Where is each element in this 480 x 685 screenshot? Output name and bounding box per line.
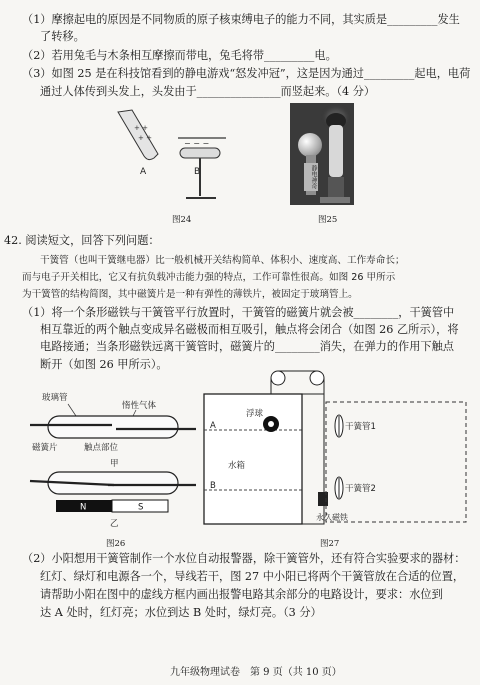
reed-switch-1 bbox=[335, 415, 343, 437]
svg-text:+ +: + + bbox=[138, 134, 152, 142]
static-sphere bbox=[298, 133, 322, 157]
figure-25-photo bbox=[290, 103, 354, 205]
fig27-label-a: A bbox=[210, 421, 216, 431]
fig24-label-a: A bbox=[140, 167, 147, 177]
q42-heading: 42. 阅读短文，回答下列问题： bbox=[4, 234, 160, 247]
q41-part3-line1: （3）如图 25 是在科技馆看到的静电游戏“怒发冲冠”，这是因为通过_________起电，电荷 bbox=[22, 67, 471, 80]
fig26-caption: 图26 bbox=[106, 539, 126, 549]
fig26-label-gas: 惰性气体 bbox=[122, 401, 157, 411]
q42-para-line1: 干簧管（也叫干簧继电器）比一般机械开关结构简单、体积小、速度高、工作寿命长； bbox=[40, 255, 405, 266]
fig27-label-reed2: 干簧管2 bbox=[345, 484, 376, 494]
fig24-label-b: B bbox=[194, 167, 201, 177]
q42-part1-line3: 电路接通；当条形磁铁远离干簧管时，磁簧片的________消失，在弹力的作用下触点 bbox=[40, 340, 454, 353]
fig25-caption: 图25 bbox=[318, 215, 338, 225]
q42-part2-line1: （2）小阳想用干簧管制作一个水位自动报警器，除干簧管外，还有符合实验要求的器材： bbox=[22, 552, 466, 565]
page-footer: 九年级物理试卷 第 9 页（共 10 页） bbox=[170, 667, 342, 678]
q42-para-line2: 而与电子开关相比，它又有抗负载冲击能力强的特点，工作可靠性很高。如图 26 甲所示 bbox=[22, 272, 396, 283]
q42-part1-line1: （1）将一个条形磁铁与干簧管平行放置时，干簧管的磁簧片就会被________，干簧管中 bbox=[22, 306, 455, 319]
fig26-label-n: N bbox=[80, 502, 87, 513]
fig27-label-tank: 水箱 bbox=[228, 461, 246, 471]
fig26-label-jia: 甲 bbox=[110, 459, 119, 469]
dashed-circuit-box bbox=[326, 402, 466, 522]
person-body bbox=[329, 125, 343, 177]
q42-part1-line4: 断开（如图 26 甲所示）。 bbox=[40, 358, 168, 371]
fig24-caption: 图24 bbox=[172, 215, 192, 225]
reed-switch-2 bbox=[335, 477, 343, 499]
bar-magnet bbox=[56, 500, 168, 512]
svg-text:+ +: + + bbox=[134, 124, 148, 132]
figure-27 bbox=[200, 368, 470, 533]
reed-switch-closed bbox=[30, 472, 196, 494]
q42-part2-line3: 请帮助小阳在图中的虚线方框内画出报警电路其余部分的电路设计，要求：水位到 bbox=[40, 588, 443, 601]
fig26-label-glass: 玻璃管 bbox=[42, 393, 68, 403]
fig27-caption: 图27 bbox=[320, 539, 340, 549]
q42-part2-line2: 红灯、绿灯和电源各一个，导线若干，图 27 中小阳已将两个干簧管放在合适的位置， bbox=[40, 570, 465, 583]
reed-switch-open bbox=[30, 416, 196, 438]
q42-part2-line4: 达 A 处时，红灯亮；水位到达 B 处时，绿灯亮。（3 分） bbox=[40, 606, 322, 619]
q41-part1-line1: （1）摩擦起电的原因是不同物质的原子核束缚电子的能力不同，其实质是_________发生 bbox=[22, 13, 460, 26]
q42-part1-line2: 相互靠近的两个触点变成异名磁极而相互吸引，触点将会闭合（如图 26 乙所示），将 bbox=[40, 323, 459, 336]
fig26-label-yi: 乙 bbox=[110, 519, 119, 529]
insulating-stool bbox=[320, 197, 350, 203]
fig26-label-s: S bbox=[138, 502, 144, 513]
fig26-label-contact: 触点部位 bbox=[84, 443, 119, 453]
figure-26 bbox=[28, 388, 203, 533]
insulated-rod-b bbox=[178, 138, 226, 198]
fig27-label-b: B bbox=[210, 481, 216, 491]
fig27-label-magnet: 永久磁铁 bbox=[316, 513, 348, 522]
fig25-sign: 静电神奇 bbox=[304, 163, 318, 191]
fig27-label-float: 浮球 bbox=[246, 409, 264, 419]
q41-part3-line2: 通过人体传到头发上，头发由于_______________而竖起来。（4 分） bbox=[40, 85, 376, 98]
person-legs bbox=[328, 177, 344, 199]
fig26-label-reed: 磁簧片 bbox=[32, 443, 58, 453]
fig27-label-reed1: 干簧管1 bbox=[345, 422, 376, 432]
svg-text:− − −: − − − bbox=[184, 139, 210, 148]
rod-a bbox=[118, 110, 158, 160]
q42-para-line3: 为干簧管的结构简图，其中磁簧片是一种有弹性的薄铁片，被固定于玻璃管上。 bbox=[22, 289, 358, 300]
figure-24 bbox=[100, 108, 240, 208]
q41-part2: （2）若用兔毛与木条相互摩擦而带电，兔毛将带_________电。 bbox=[22, 49, 337, 62]
q41-part1-line2: 了转移。 bbox=[40, 30, 85, 43]
